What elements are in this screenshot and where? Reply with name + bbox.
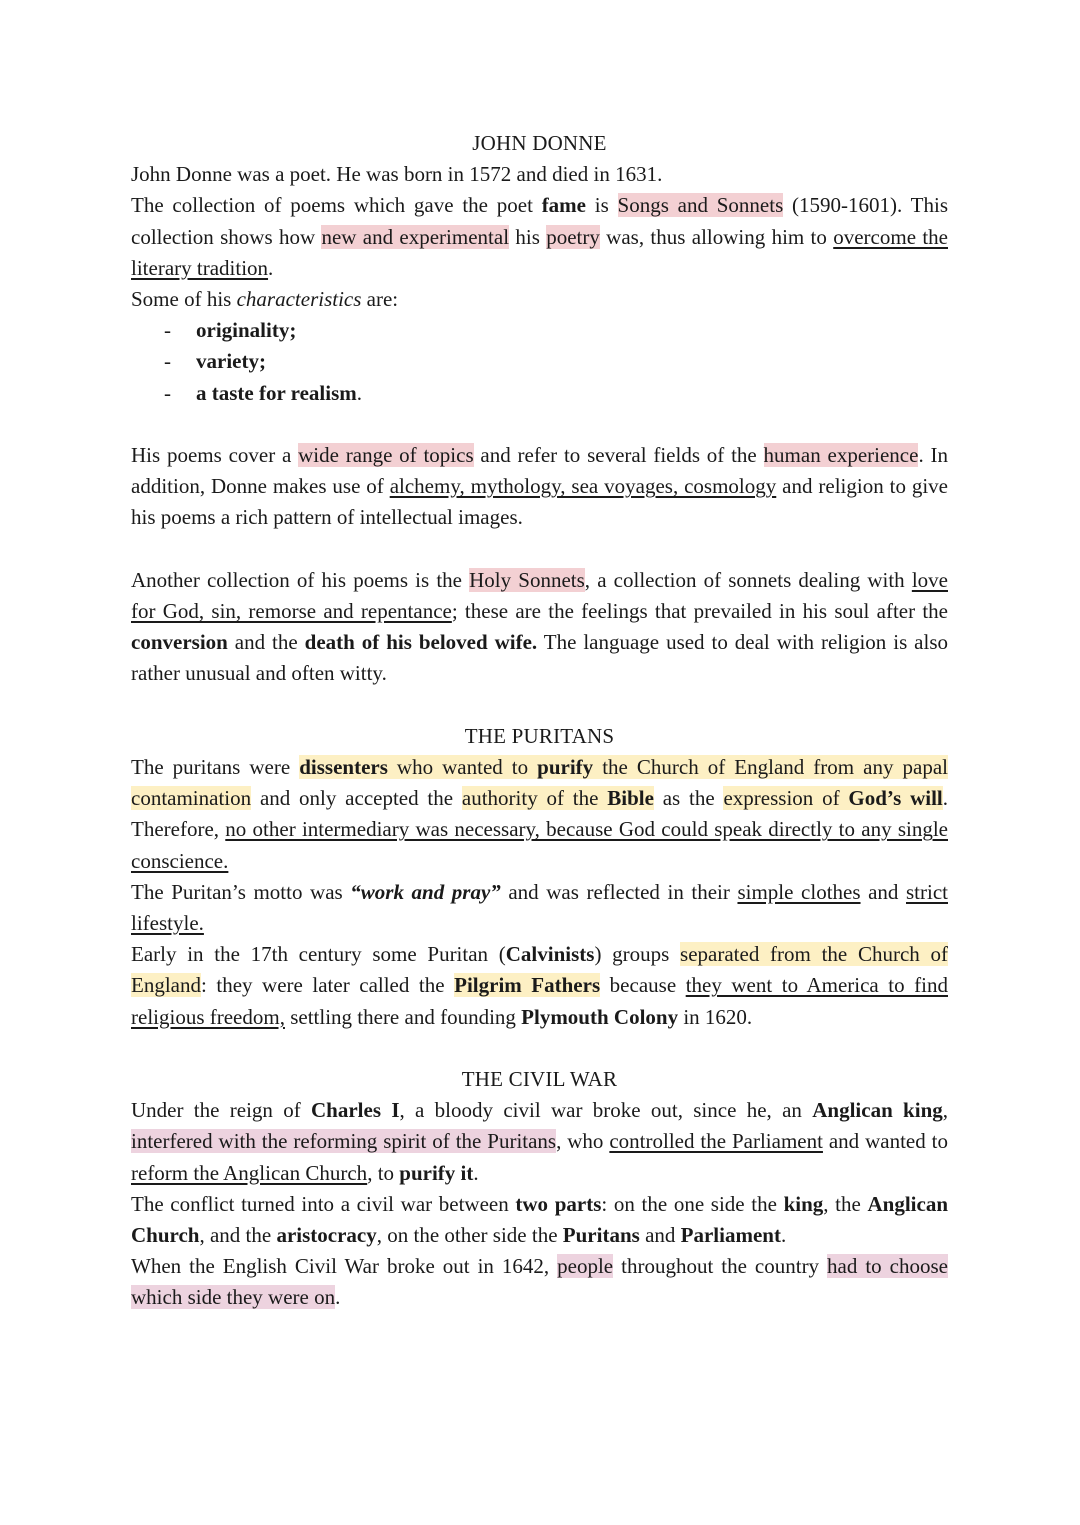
highlight-new-experimental: new and experimental bbox=[321, 224, 510, 249]
characteristics-list bbox=[131, 315, 948, 409]
text-run: . bbox=[780, 1223, 787, 1248]
highlight-authority-bible bbox=[462, 786, 654, 810]
text-run: Another collection of his poems is the bbox=[131, 567, 470, 592]
bold-italic-motto: “work and pray” bbox=[350, 879, 501, 904]
bold-parliament: Parliament bbox=[680, 1223, 781, 1248]
text-run: When the English Civil War broke out in 1642, bbox=[131, 1254, 558, 1279]
bold-conversion: conversion bbox=[131, 630, 228, 655]
text-run: , and the bbox=[199, 1223, 277, 1248]
text-run: . bbox=[268, 255, 274, 280]
text-run: who wanted to bbox=[387, 755, 538, 780]
civilwar-parts-paragraph bbox=[131, 1189, 948, 1251]
underline-simple-clothes: simple clothes bbox=[737, 879, 861, 904]
dash-bullet: - bbox=[164, 349, 171, 374]
bold-plymouth-colony: Plymouth Colony bbox=[521, 1004, 679, 1029]
text-run: . bbox=[335, 1285, 341, 1310]
document-page bbox=[131, 128, 948, 1314]
underline-went-to-america: they went to America to find religious freedom, bbox=[131, 973, 948, 1029]
text-run: The collection of poems which gave the poet bbox=[131, 193, 542, 218]
text-run: because bbox=[600, 973, 686, 998]
paragraph-spacer bbox=[131, 409, 948, 440]
underline-reform-church: reform the Anglican Church bbox=[131, 1160, 368, 1185]
bold-aristocracy: aristocracy bbox=[276, 1223, 377, 1248]
text-run: and refer to several fields of the bbox=[473, 443, 764, 468]
bold-charles-i: Charles I bbox=[311, 1098, 400, 1123]
highlight-holy-sonnets: Holy Sonnets bbox=[469, 567, 585, 592]
text-run: and only accepted the bbox=[251, 786, 462, 811]
text-run: as the bbox=[653, 786, 724, 811]
highlight-human-experience: human experience bbox=[763, 443, 919, 468]
list-item-text: variety; bbox=[196, 349, 266, 374]
list-item-text: a taste for realism bbox=[196, 380, 357, 405]
text-run: : they were later called the bbox=[200, 973, 455, 998]
paragraph-spacer bbox=[131, 534, 948, 565]
text-run: and bbox=[639, 1223, 681, 1248]
bold-pilgrim-fathers: Pilgrim Fathers bbox=[454, 973, 601, 998]
text-run: The Puritan’s motto was bbox=[131, 879, 351, 904]
paragraph-spacer bbox=[131, 690, 948, 721]
bold-anglican-king: Anglican king bbox=[812, 1098, 943, 1123]
section-title-john-donne: JOHN DONNE bbox=[472, 131, 607, 155]
text-run: settling there and founding bbox=[284, 1004, 522, 1029]
text-run: , a bloody civil war broke out, since he, an bbox=[399, 1098, 813, 1123]
highlight-pilgrim-fathers bbox=[454, 973, 600, 997]
text-run: . bbox=[356, 380, 363, 405]
text-run: , a collection of sonnets dealing with bbox=[584, 567, 912, 592]
civilwar-1642-paragraph bbox=[131, 1251, 948, 1313]
text-run: , who bbox=[556, 1129, 610, 1154]
section-title-civil-war: THE CIVIL WAR bbox=[461, 1067, 618, 1092]
text-run: , bbox=[942, 1098, 948, 1123]
highlight-wide-range: wide range of topics bbox=[298, 443, 474, 468]
bold-gods-will: God’s will bbox=[848, 786, 943, 811]
text-run: ) groups bbox=[594, 942, 681, 967]
bold-death-of-wife: death of his beloved wife. bbox=[304, 630, 538, 655]
highlight-poetry: poetry bbox=[546, 224, 600, 249]
text-run: The conflict turned into a civil war between bbox=[131, 1191, 516, 1216]
text-run: and the bbox=[227, 630, 305, 655]
text-run: was, thus allowing him to bbox=[599, 224, 834, 249]
highlight-songs-and-sonnets: Songs and Sonnets bbox=[617, 193, 784, 218]
donne-holy-sonnets-paragraph bbox=[131, 565, 948, 690]
donne-characteristics-intro bbox=[131, 284, 948, 315]
text-run: Under the reign of bbox=[131, 1098, 312, 1123]
list-item bbox=[131, 346, 948, 377]
text-run: His poems cover a bbox=[131, 443, 299, 468]
bold-purify-it: purify it bbox=[399, 1160, 474, 1185]
text-run: The language used to deal with religion is also rather unusual and often witty. bbox=[131, 630, 949, 686]
puritans-pilgrims-paragraph bbox=[131, 939, 948, 1033]
text-run: and religion to give his poems a rich pattern of intellectual images. bbox=[131, 474, 948, 530]
civilwar-reign-paragraph bbox=[131, 1095, 948, 1189]
text-run: and wanted to bbox=[822, 1129, 948, 1154]
underline-literary-tradition: overcome the literary tradition bbox=[131, 224, 948, 280]
underline-no-intermediary: no other intermediary was necessary, because God could speak directly to any single conscience. bbox=[131, 817, 948, 873]
text-run: are: bbox=[361, 287, 399, 312]
dash-bullet: - bbox=[164, 318, 171, 343]
puritans-motto-paragraph bbox=[131, 877, 948, 939]
text-run: . In addition, Donne makes use of bbox=[131, 443, 948, 499]
text-run: in 1620. bbox=[678, 1004, 753, 1029]
list-item bbox=[131, 315, 948, 346]
text-run: , on the other side the bbox=[376, 1223, 563, 1248]
text-run: and was reflected in their bbox=[500, 879, 738, 904]
bold-anglican-church: Anglican Church bbox=[131, 1191, 949, 1248]
text-run: the Church of England from any papal contamination bbox=[131, 755, 948, 811]
italic-characteristics: characteristics bbox=[236, 287, 362, 312]
highlight-expression-gods-will bbox=[723, 786, 942, 810]
bold-king: king bbox=[783, 1191, 824, 1216]
donne-collection-paragraph bbox=[131, 190, 948, 284]
bold-calvinists: Calvinists bbox=[505, 942, 595, 967]
dash-bullet: - bbox=[164, 380, 171, 405]
text-run: his bbox=[509, 224, 547, 249]
text-run: , to bbox=[367, 1160, 400, 1185]
text-run: : on the one side the bbox=[601, 1191, 784, 1216]
list-item-text: originality; bbox=[196, 318, 297, 343]
highlight-dissenters bbox=[299, 755, 388, 779]
section-title-puritans: THE PURITANS bbox=[464, 723, 615, 748]
bold-purify: purify bbox=[537, 755, 594, 780]
text-run: , the bbox=[823, 1191, 868, 1216]
text-run: . bbox=[473, 1160, 479, 1185]
underline-love-for-god: love for God, sin, remorse and repentance bbox=[131, 567, 948, 624]
underline-strict-lifestyle: strict lifestyle. bbox=[131, 879, 948, 936]
text-run: authority of the bbox=[461, 786, 608, 811]
text-run: (1590-1601). This collection shows how bbox=[131, 193, 948, 249]
highlight-interfered: interfered with the reforming spirit of the Puritans bbox=[131, 1129, 557, 1154]
paragraph-spacer bbox=[131, 1033, 948, 1064]
text-run: ; these are the feelings that prevailed in his soul after the bbox=[451, 599, 948, 624]
bold-fame: fame bbox=[541, 193, 586, 218]
bold-puritans: Puritans bbox=[562, 1223, 640, 1248]
bold-two-parts: two parts bbox=[515, 1191, 602, 1216]
highlight-choose-side: had to choose which side they were on bbox=[131, 1254, 948, 1310]
list-item bbox=[131, 378, 948, 409]
text-run: and bbox=[860, 879, 906, 904]
text-run: Some of his bbox=[131, 287, 237, 312]
text-run: . Therefore, bbox=[131, 786, 948, 842]
text-run: Early in the 17th century some Puritan ( bbox=[131, 942, 506, 967]
text-run: is bbox=[586, 193, 618, 218]
text-run: throughout the country bbox=[613, 1254, 828, 1279]
puritans-dissenters-paragraph bbox=[131, 752, 948, 877]
underline-controlled-parliament: controlled the Parliament bbox=[609, 1129, 823, 1154]
underline-fields: alchemy, mythology, sea voyages, cosmology bbox=[389, 474, 777, 499]
highlight-separated-church: separated from the Church of England bbox=[131, 942, 948, 998]
donne-topics-paragraph bbox=[131, 440, 948, 534]
text-run: The puritans were bbox=[131, 755, 300, 780]
donne-birth-line: John Donne was a poet. He was born in 1572 and died in 1631. bbox=[131, 162, 663, 187]
bold-dissenters: dissenters bbox=[299, 755, 388, 780]
highlight-people: people bbox=[557, 1254, 614, 1279]
text-run: expression of bbox=[723, 786, 849, 811]
bold-bible: Bible bbox=[607, 786, 654, 811]
